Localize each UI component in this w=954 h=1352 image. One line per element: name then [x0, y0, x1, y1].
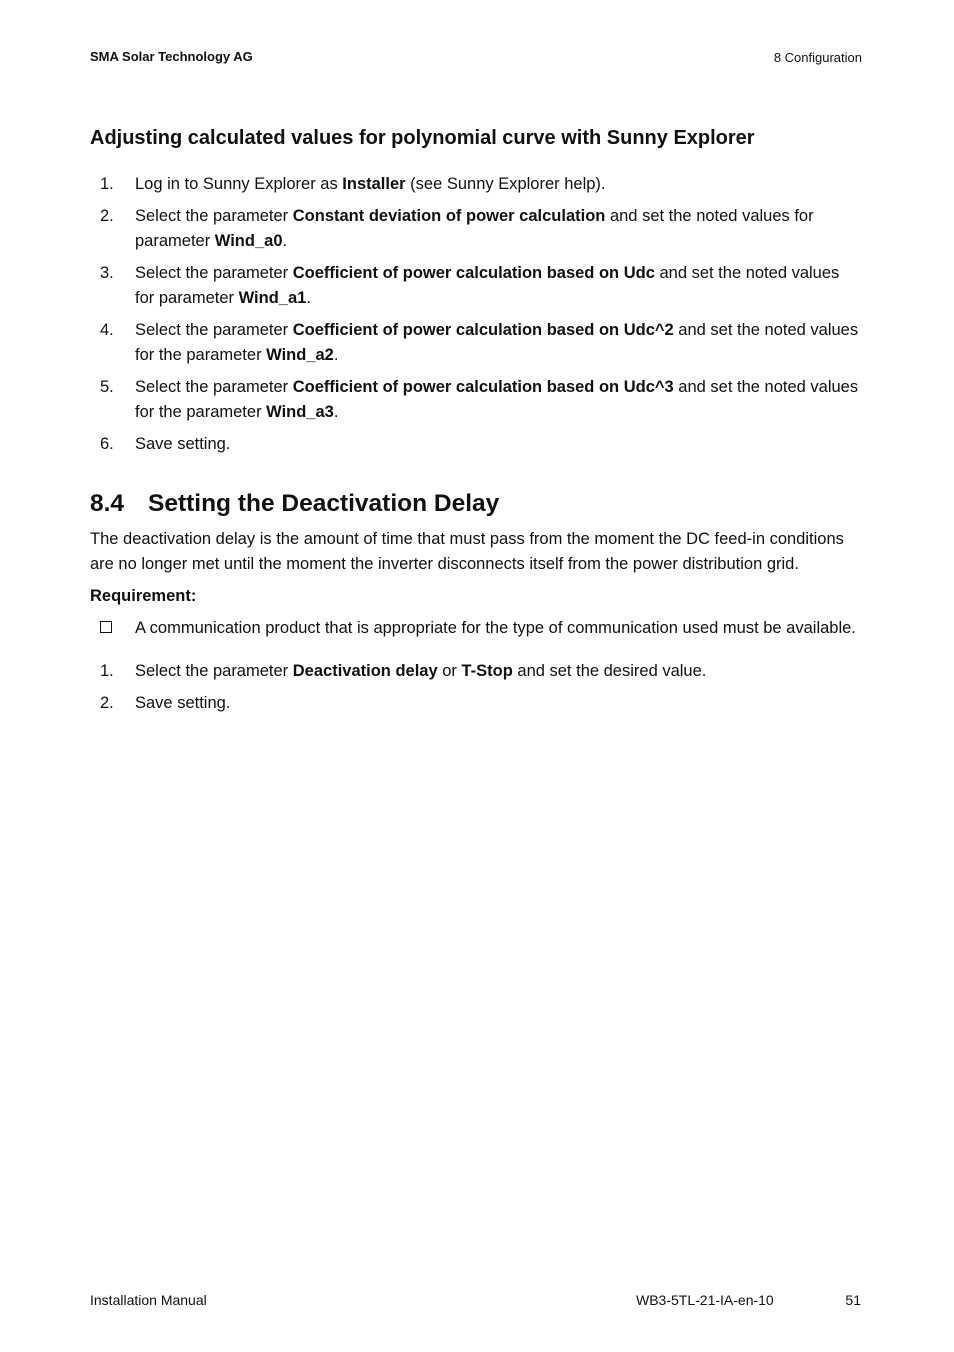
parameter-name: Deactivation delay — [292, 662, 438, 680]
list-item — [90, 432, 862, 457]
requirement-item — [90, 616, 862, 641]
list-item — [90, 261, 862, 311]
step-text: Save setting. — [135, 435, 231, 453]
footer-manual: Installation Manual — [90, 1292, 207, 1308]
step-text: Select the parameter — [135, 207, 293, 225]
step-text: Save setting. — [135, 694, 231, 712]
step-number: 5. — [100, 378, 114, 396]
polynomial-steps-list — [90, 172, 862, 457]
requirement-label: Requirement: — [90, 587, 197, 605]
list-item — [90, 318, 862, 368]
step-text: or — [437, 662, 462, 680]
step-number: 3. — [100, 264, 114, 282]
requirement-text: A communication product that is appropriate for the type of communication used must be available. — [135, 619, 856, 637]
step-text: and set the desired value. — [512, 662, 707, 680]
step-text: Log in to Sunny Explorer as — [135, 175, 343, 193]
subsection-title: Adjusting calculated values for polynomial curve with Sunny Explorer — [90, 127, 755, 149]
step-number: 2. — [100, 207, 114, 225]
step-text: . — [333, 403, 339, 421]
step-number: 6. — [100, 435, 114, 453]
step-number: 4. — [100, 321, 114, 339]
step-bold: Installer — [342, 175, 406, 193]
parameter-name: T-Stop — [461, 662, 513, 680]
step-text: Select the parameter — [135, 378, 293, 396]
footer-doc-id: WB3-5TL-21-IA-en-10 — [636, 1292, 774, 1308]
section-intro: The deactivation delay is the amount of time that must pass from the moment the DC feed-in conditions are no longer met until the moment the inverter disconnects itself from the power distribution grid. — [90, 530, 844, 573]
parameter-value: Wind_a1 — [238, 289, 307, 307]
page-number: 51 — [845, 1292, 861, 1308]
section-title: Setting the Deactivation Delay — [148, 490, 500, 517]
step-number: 1. — [100, 175, 114, 193]
step-text: . — [306, 289, 311, 307]
list-item — [90, 691, 862, 716]
parameter-name: Coefficient of power calculation based on Udc^2 — [292, 321, 674, 339]
step-text: and set the noted values for parameter — [135, 207, 814, 250]
list-item — [90, 375, 862, 425]
list-item — [90, 204, 862, 254]
list-item — [90, 172, 862, 197]
step-number: 1. — [100, 662, 114, 680]
step-text: Select the parameter — [135, 662, 293, 680]
list-item — [90, 659, 862, 684]
step-text: Select the parameter — [135, 264, 293, 282]
step-text: . — [333, 346, 339, 364]
parameter-value: Wind_a0 — [214, 232, 283, 250]
step-text: (see Sunny Explorer help). — [405, 175, 606, 193]
step-text: and set the noted values for the parameter — [135, 321, 859, 364]
section-heading — [90, 487, 862, 521]
header-company: SMA Solar Technology AG — [90, 49, 253, 64]
deactivation-steps-list — [90, 659, 862, 716]
parameter-name: Constant deviation of power calculation — [292, 207, 606, 225]
section-number: 8.4 — [90, 490, 125, 517]
step-text: . — [282, 232, 288, 250]
step-text: Select the parameter — [135, 321, 293, 339]
checkbox-icon — [100, 621, 112, 633]
header-chapter: 8 Configuration — [773, 50, 862, 65]
step-number: 2. — [100, 694, 114, 712]
parameter-name: Coefficient of power calculation based on Udc^3 — [292, 378, 674, 396]
parameter-value: Wind_a3 — [266, 403, 334, 421]
step-text: and set the noted values for the parameter — [135, 378, 859, 421]
parameter-value: Wind_a2 — [266, 346, 334, 364]
parameter-name: Coefficient of power calculation based on Udc — [292, 264, 655, 282]
page-content — [90, 124, 862, 723]
step-text: and set the noted values for parameter — [135, 264, 840, 307]
